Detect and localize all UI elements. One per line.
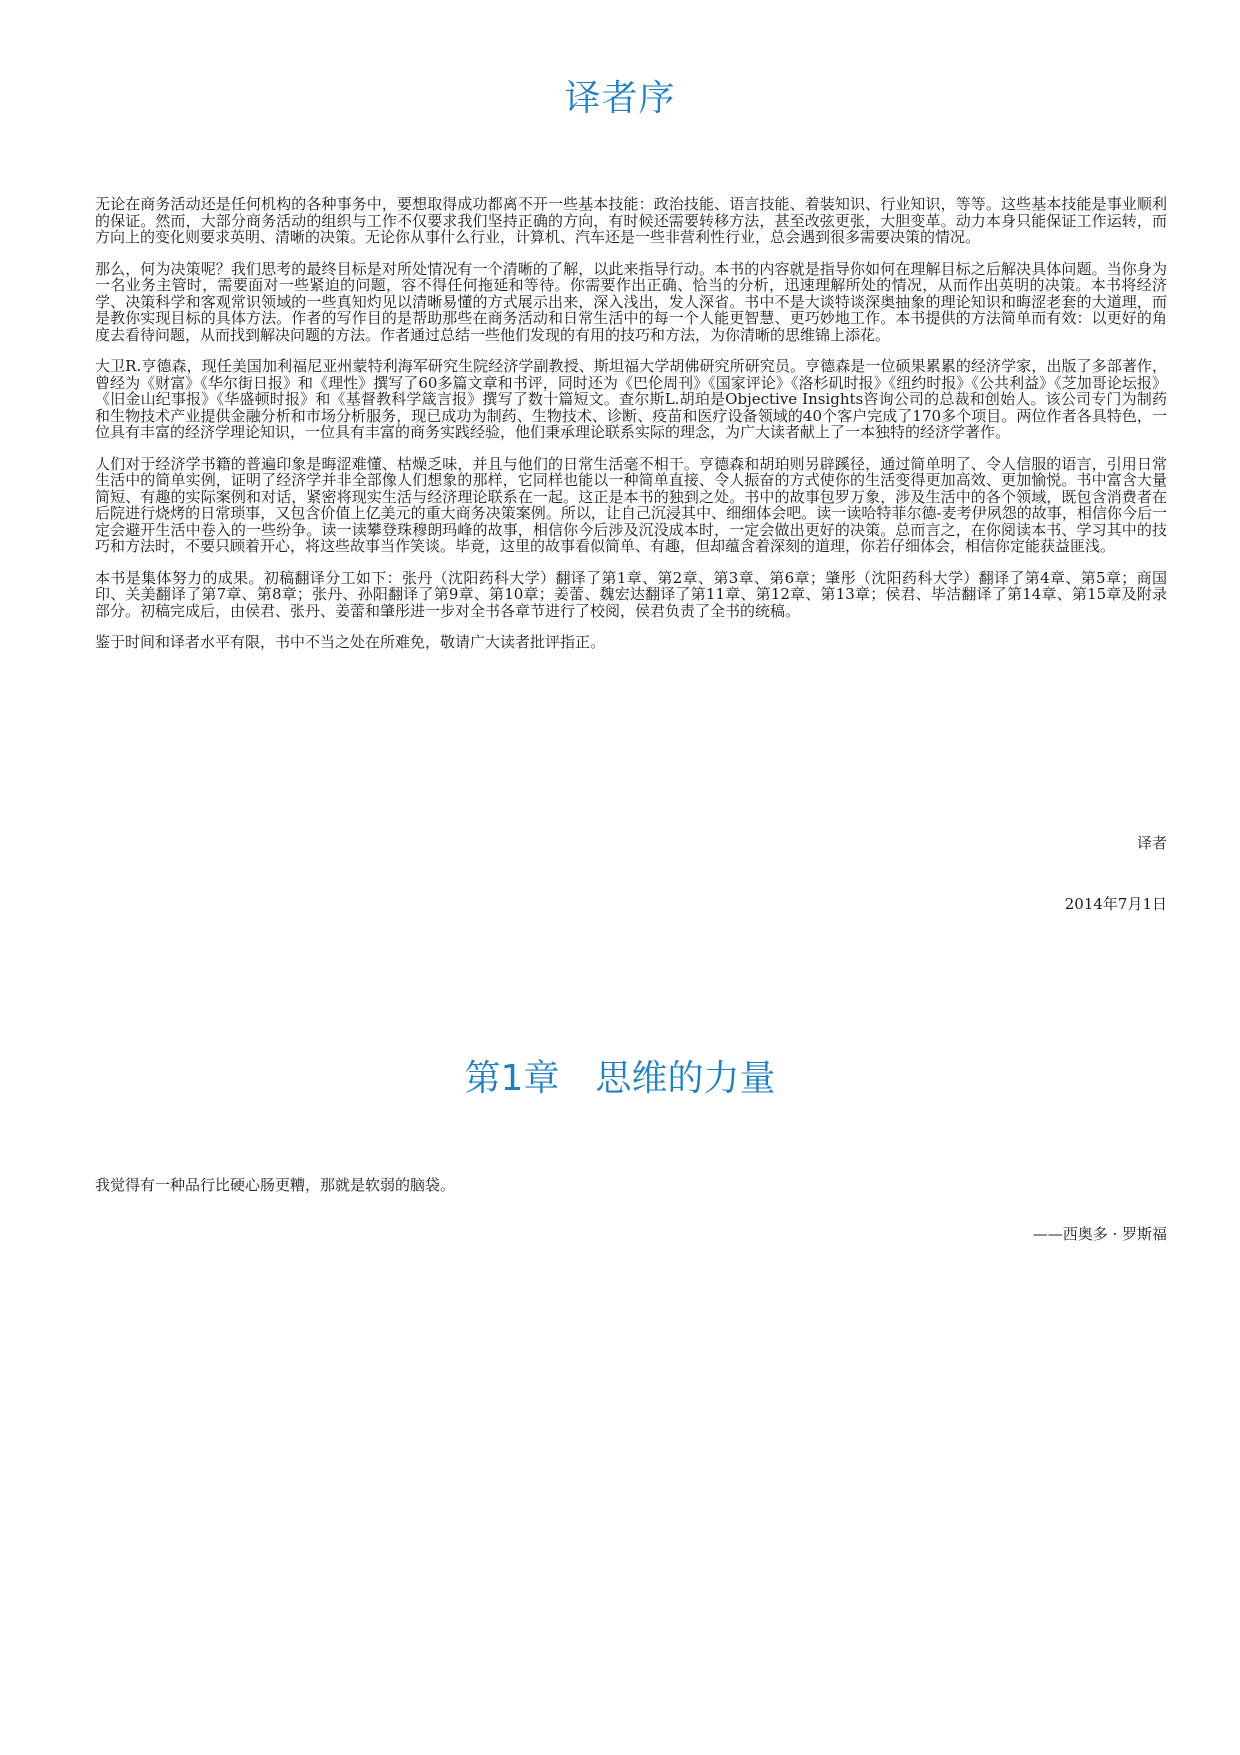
epigraph-attribution: ——西奥多 · 罗斯福 (1032, 1225, 1167, 1243)
preface-paragraph: 本书是集体努力的成果。初稿翻译分工如下：张丹（沈阳药科大学）翻译了第1章、第2章、第3章、第6章；肇彤（沈阳药科大学）翻译了第4章、第5章；商国印、关美翻译了第7章、第8章；张丹、孙阳翻译了第9章、第10章；姜蕾、魏宏达翻译了第11章、第12章、第13章；侯君、毕洁翻译了第14章、第15章及附录部分。初稿完成后，由侯君、张丹、姜蕾和肇彤进一步对全书各章节进行了校阅，侯君负责了全书的统稿。 (95, 568, 1167, 620)
chapter-title: 第1章 思维的力量 (464, 1058, 776, 1099)
preface-paragraph: 鉴于时间和译者水平有限，书中不当之处在所难免，敬请广大读者批评指正。 (95, 633, 606, 651)
preface-body (95, 196, 1167, 666)
preface-paragraph: 人们对于经济学书籍的普遍印象是晦涩难懂、枯燥乏味，并且与他们的日常生活毫不相干。亨德森和胡珀则另辟蹊径，通过简单明了、令人信服的语言，引用日常生活中的简单实例，证明了经济学并非全部像人们想象的那样，它同样也能以一种简单直接、令人振奋的方式使你的生活变得更加高效、更加愉悦。书中富含大量简短、有趣的实际案例和对话，紧密将现实生活与经济理论联系在一起。这正是本书的独到之处。书中的故事包罗万象，涉及生活中的各个领域，既包含消费者在后院进行烧烤的日常琐事，又包含价值上亿美元的重大商务决策案例。所以，让自己沉浸其中、细细体会吧。读一读哈特菲尔德-麦考伊夙怨的故事，相信你今后一定会避开生活中卷入的一些纷争。读一读攀登珠穆朗玛峰的故事，相信你今后涉及沉没成本时，一定会做出更好的决策。总而言之，在你阅读本书、学习其中的技巧和方法时，不要只顾着开心，将这些故事当作笑谈。毕竟，这里的故事看似简单、有趣，但却蕴含着深刻的道理，你若仔细体会，相信你定能获益匪浅。 (95, 454, 1167, 555)
chapter-epigraph: 我觉得有一种品行比硬心肠更糟，那就是软弱的脑袋。 (95, 1176, 456, 1194)
preface-title: 译者序 (564, 78, 676, 119)
preface-paragraph: 大卫R.亨德森，现任美国加利福尼亚州蒙特利海军研究生院经济学副教授、斯坦福大学胡佛研究所研究员。亨德森是一位硕果累累的经济学家，出版了多部著作，曾经为《财富》《华尔街日报》和《理性》撰写了60多篇文章和书评，同时还为《巴伦周刊》《国家评论》《洛杉矶时报》《纽约时报》《公共利益》《芝加哥论坛报》《旧金山纪事报》《华盛顿时报》和《基督教科学箴言报》撰写了数十篇短文。查尔斯L.胡珀是Objective Insights咨询公司的总裁和创始人。该公司专门为制药和生物技术产业提供金融分析和市场分析服务，现已成功为制药、生物技术、诊断、疫苗和医疗设备领域的40个客户完成了170多个项目。两位作者各具特色，一位具有丰富的经济学理论知识，一位具有丰富的商务实践经验，他们秉承理论联系实际的理念，为广大读者献上了一本独特的经济学著作。 (95, 357, 1167, 441)
preface-paragraph: 那么，何为决策呢？我们思考的最终目标是对所处情况有一个清晰的了解，以此来指导行动。本书的内容就是指导你如何在理解目标之后解决具体问题。当你身为一名业务主管时，需要面对一些紧迫的问题，容不得任何拖延和等待。你需要作出正确、恰当的分析，迅速理解所处的情况，从而作出英明的决策。本书将经济学、决策科学和客观常识领域的一些真知灼见以清晰易懂的方式展示出来，深入浅出，发人深省。书中不是大谈特谈深奥抽象的理论知识和晦涩老套的大道理，而是教你实现目标的具体方法。作者的写作目的是帮助那些在商务活动和日常生活中的每一个人能更智慧、更巧妙地工作。本书提供的方法简单而有效：以更好的角度去看待问题，从而找到解决问题的方法。作者通过总结一些他们发现的有用的技巧和方法，为你清晰的思维锦上添花。 (95, 259, 1167, 344)
translator-signature: 译者 (1136, 834, 1167, 852)
preface-paragraph: 无论在商务活动还是任何机构的各种事务中，要想取得成功都离不开一些基本技能：政治技能、语言技能、着装知识、行业知识，等等。这些基本技能是事业顺利的保证。然而，大部分商务活动的组织与工作不仅要求我们坚持正确的方向，有时候还需要转移方法，甚至改弦更张，大胆变革。动力本身只能保证工作运转，而方向上的变化则要求英明、清晰的决策。无论你从事什么行业，计算机、汽车还是一些非营利性行业，总会遇到很多需要决策的情况。 (95, 195, 1167, 246)
preface-date: 2014年7月1日 (1064, 895, 1167, 913)
